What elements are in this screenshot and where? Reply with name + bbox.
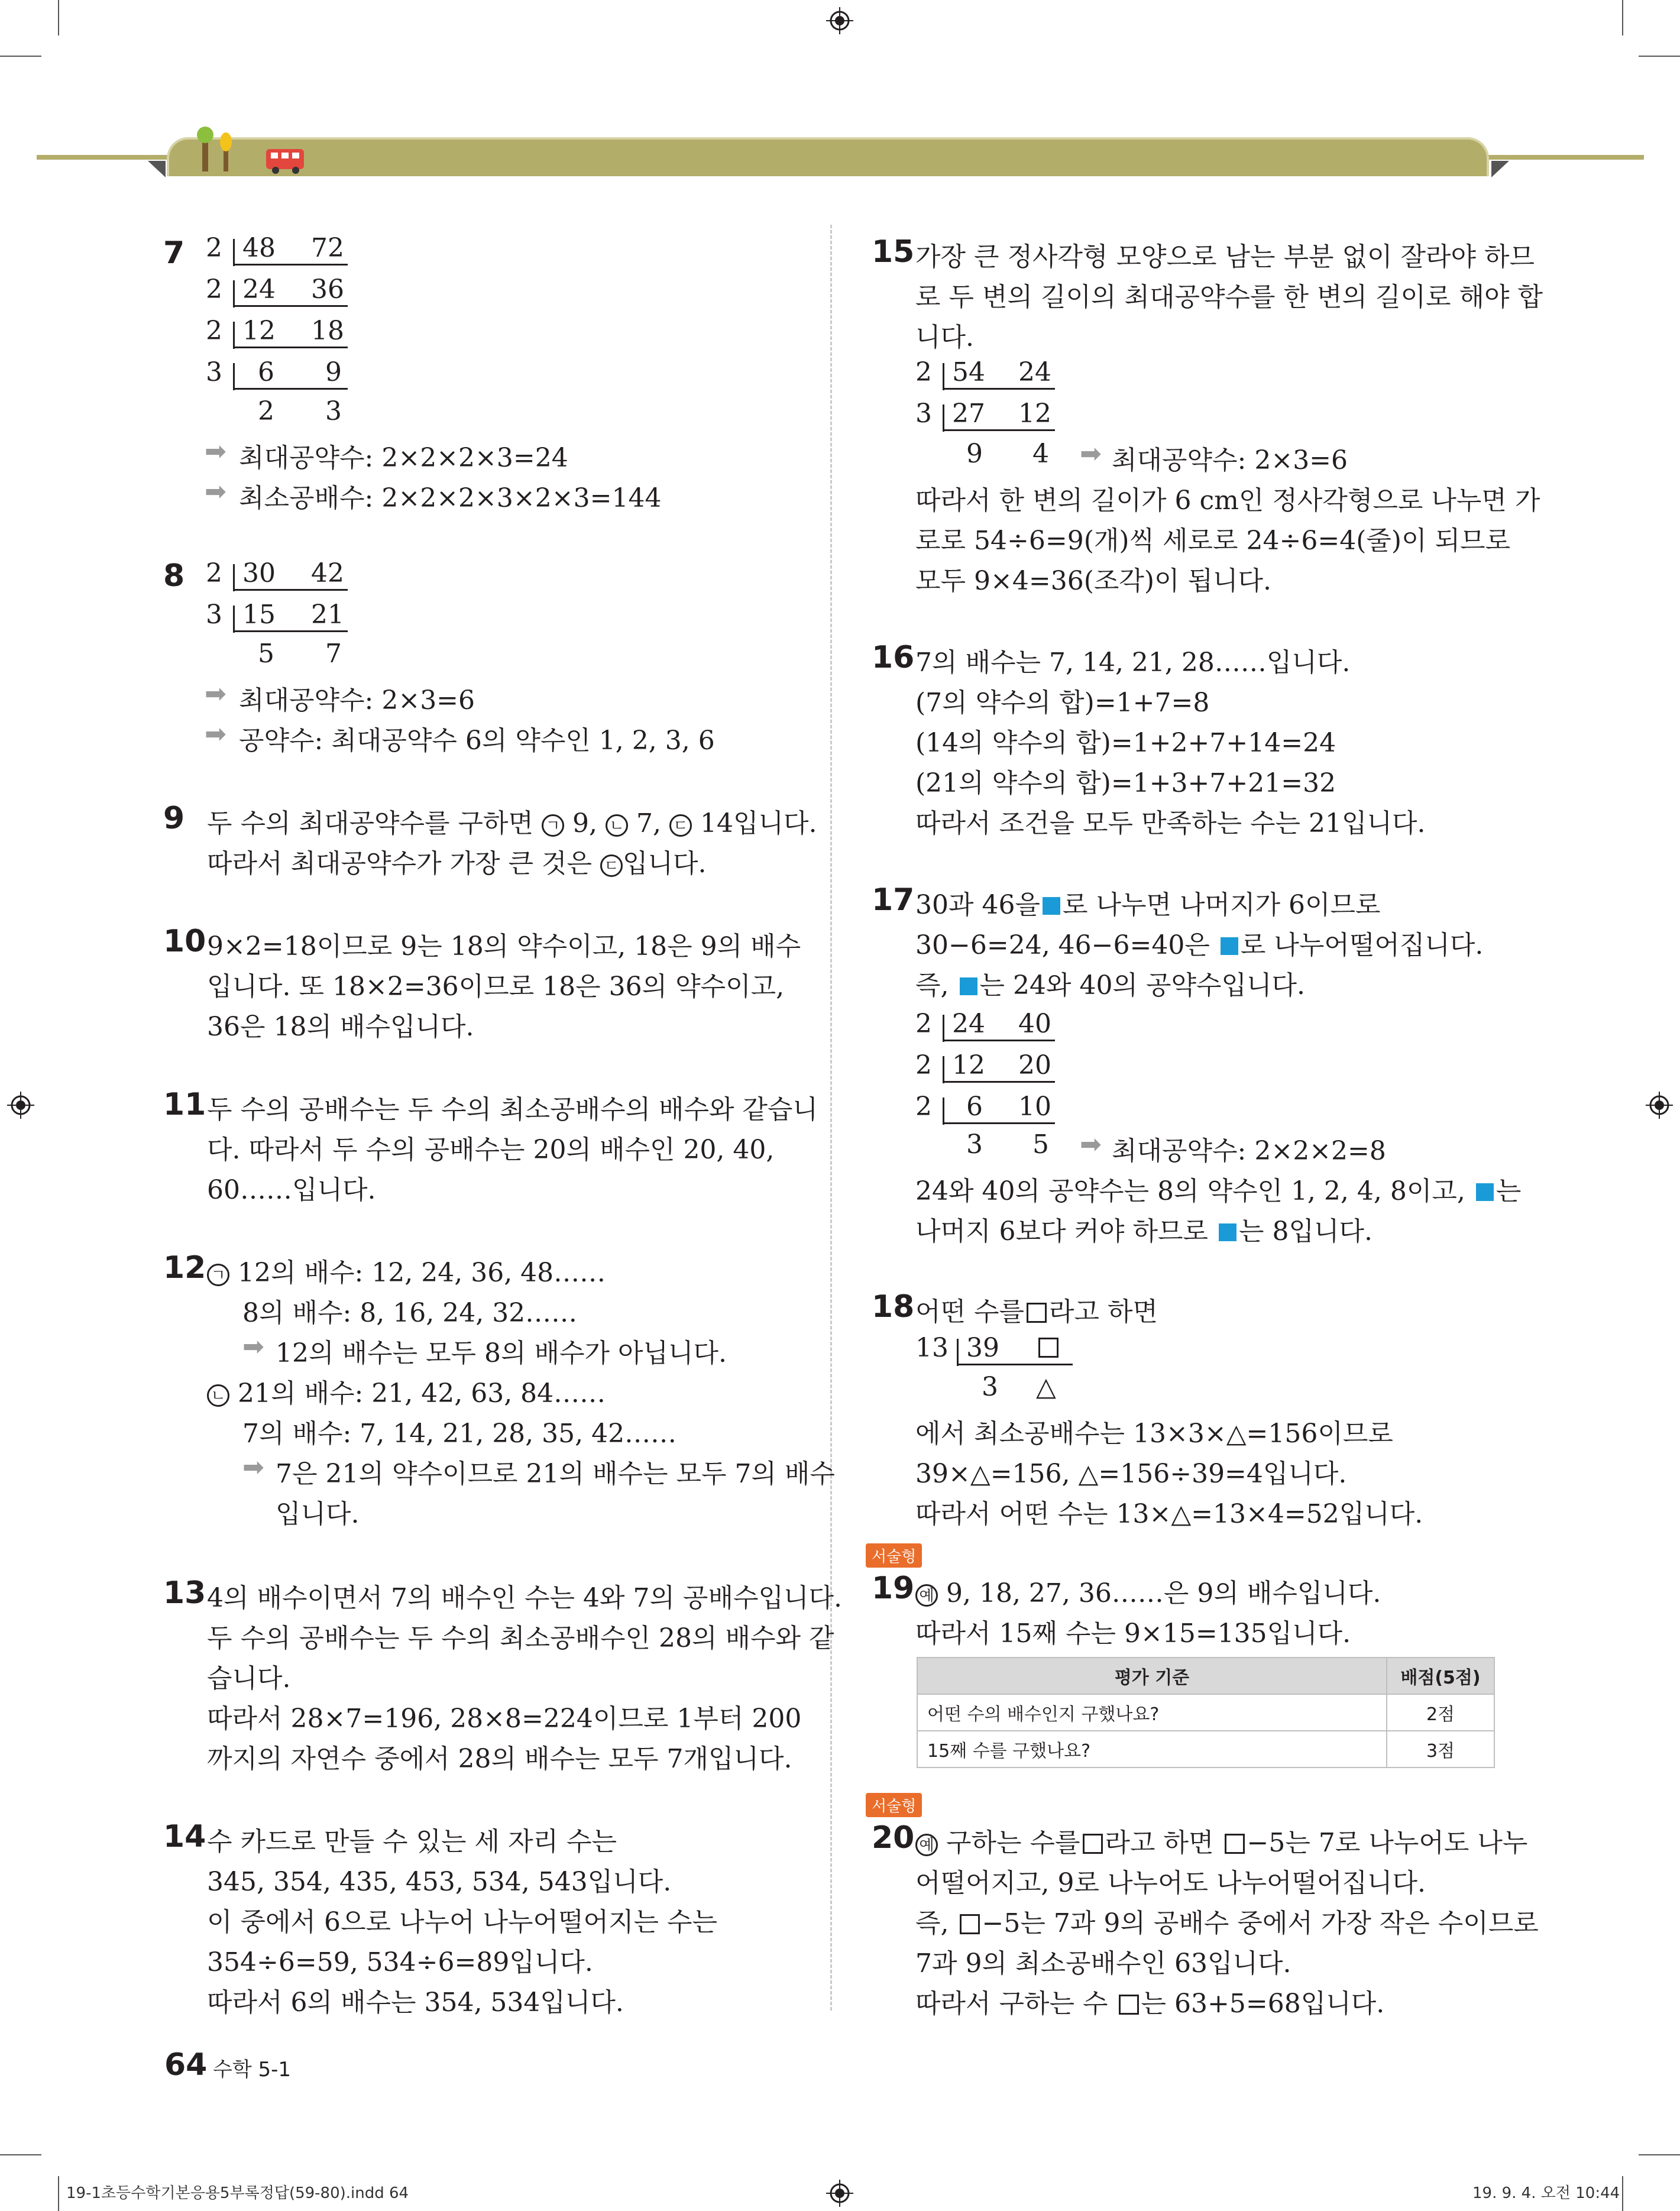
- answer-line: (14의 약수의 합)=1+2+7+14=24: [915, 728, 1336, 758]
- crop-mark: [0, 56, 41, 57]
- division-bracket: [943, 363, 944, 390]
- crop-mark: [58, 0, 59, 35]
- quotient: 9: [966, 439, 983, 469]
- dividend: 54: [952, 357, 985, 387]
- crop-mark: [1639, 2154, 1680, 2155]
- answer-line: 두 수의 공배수는 두 수의 최소공배수의 배수와 같습니: [207, 1095, 818, 1125]
- answer-line: [207, 842, 707, 880]
- score-cell: 2점: [1387, 1694, 1494, 1731]
- header-corner-right-icon: [1491, 161, 1509, 177]
- blue-square-icon: [1221, 937, 1238, 955]
- text: 9,: [572, 808, 597, 839]
- dividend: 30: [242, 558, 276, 588]
- crop-mark: [1622, 2176, 1623, 2211]
- dividend: 27: [952, 399, 985, 429]
- answer-line: [915, 1821, 1527, 1859]
- division-line: [233, 589, 348, 591]
- answer-line: [207, 1251, 606, 1289]
- text: −5는 7로 나누어도 나누: [1247, 1828, 1528, 1858]
- division-line: [943, 1040, 1055, 1041]
- registration-mark-icon: [826, 7, 853, 34]
- divisor: 3: [206, 600, 222, 630]
- text: 입니다.: [623, 849, 707, 879]
- circled-letter-icon: ㄱ: [542, 814, 564, 837]
- arrow-icon: ➡: [205, 719, 226, 749]
- text: 는 24와 40의 공약수입니다.: [979, 970, 1305, 1001]
- common-divisors-line: 공약수: 최대공약수 6의 약수인 1, 2, 3, 6: [239, 726, 715, 756]
- text: 두 수의 최대공약수를 구하면: [207, 808, 534, 839]
- answer-line: 이 중에서 6으로 나누어 나누어떨어지는 수는: [207, 1907, 717, 1937]
- answer-line: 습니다.: [207, 1663, 291, 1694]
- answer-line: 따라서 6의 배수는 354, 534입니다.: [207, 1987, 624, 2018]
- crop-mark: [0, 2154, 41, 2155]
- arrow-icon: ➡: [205, 436, 226, 467]
- division-line: [943, 1081, 1055, 1083]
- answer-line: [915, 1572, 1381, 1610]
- dividend: 6: [258, 357, 274, 387]
- answer-line: [207, 1372, 606, 1410]
- problem-number: 20: [872, 1820, 915, 1856]
- circled-letter-icon: ㄷ: [669, 814, 692, 837]
- answer-line: [915, 1982, 1384, 2020]
- empty-box-icon: [1083, 1834, 1103, 1854]
- lcm-line: 최소공배수: 2×2×2×3×2×3=144: [239, 483, 662, 513]
- blue-square-icon: [1219, 1223, 1236, 1241]
- empty-box-icon: [960, 1914, 980, 1934]
- divisor: 2: [206, 316, 222, 346]
- answer-line: [915, 1902, 1539, 1940]
- answer-line: 입니다.: [276, 1499, 360, 1529]
- circled-letter-icon: ㄱ: [207, 1264, 229, 1286]
- division-bracket: [957, 1339, 959, 1366]
- text: 즉,: [915, 970, 949, 1001]
- quotient: △: [1036, 1372, 1056, 1402]
- grading-table: [917, 1657, 1495, 1768]
- answer-line: 345, 354, 435, 453, 534, 543입니다.: [207, 1867, 672, 1897]
- quotient: 5: [1032, 1129, 1049, 1160]
- answer-line: 까지의 자연수 중에서 28의 배수는 모두 7개입니다.: [207, 1744, 792, 1774]
- arrow-icon: ➡: [242, 1332, 264, 1362]
- divisor: 2: [915, 1092, 932, 1122]
- dividend: 18: [311, 316, 344, 346]
- answer-line: 따라서 조건을 모두 만족하는 수는 21입니다.: [915, 808, 1426, 839]
- dividend: 12: [1018, 399, 1051, 429]
- divisor: 13: [915, 1333, 949, 1363]
- division-line: [957, 1364, 1073, 1365]
- division-bracket: [233, 239, 235, 266]
- text: 7,: [636, 808, 661, 839]
- criterion-cell: 15째 수를 구했나요?: [917, 1731, 1387, 1767]
- dividend: 9: [325, 357, 342, 387]
- column-header: 배점(5점): [1387, 1658, 1494, 1694]
- dividend: 40: [1018, 1009, 1051, 1039]
- gcd-line: 최대공약수: 2×2×2×3=24: [239, 443, 568, 473]
- text: 어떤 수를: [915, 1297, 1025, 1327]
- answer-line: [915, 924, 1483, 962]
- answer-line: 9×2=18이므로 9는 18의 약수이고, 18은 9의 배수: [207, 931, 801, 962]
- division-line: [233, 388, 348, 390]
- essay-badge: 서술형: [866, 1543, 922, 1568]
- answer-line: [915, 1210, 1373, 1248]
- text: 는: [1496, 1176, 1522, 1206]
- text: 라고 하면: [1049, 1297, 1158, 1327]
- arrow-icon: ➡: [205, 679, 226, 709]
- slug-timestamp: 19. 9. 4. 오전 10:44: [1472, 2184, 1620, 2202]
- division-bracket: [943, 404, 944, 432]
- slug-file-info: 19-1초등수학기본응용5부록정답(59-80).indd 64: [66, 2184, 409, 2202]
- problem-number: 14: [163, 1819, 206, 1854]
- empty-box-icon: [1038, 1338, 1059, 1358]
- text: −5는 7과 9의 공배수 중에서 가장 작은 수이므로: [982, 1908, 1539, 1938]
- dividend: 21: [311, 600, 344, 630]
- answer-line: [915, 883, 1380, 921]
- division-bracket: [233, 322, 235, 349]
- quotient: 2: [258, 396, 274, 426]
- division-bracket: [943, 1098, 944, 1125]
- problem-number: 15: [872, 234, 915, 270]
- quotient: 3: [325, 396, 342, 426]
- gcd-line: 최대공약수: 2×3=6: [1112, 445, 1348, 475]
- registration-mark-icon: [1646, 1092, 1673, 1119]
- problem-number: 10: [163, 924, 206, 959]
- answer-line: 12의 배수는 모두 8의 배수가 아닙니다.: [276, 1338, 727, 1368]
- answer-line: [915, 1170, 1521, 1208]
- answer-line: (21의 약수의 합)=1+3+7+21=32: [915, 768, 1336, 798]
- divisor: 2: [915, 1009, 932, 1039]
- answer-line: [207, 802, 817, 840]
- divisor: 3: [915, 399, 932, 429]
- text: 로 나누면 나머지가 6이므로: [1062, 890, 1381, 920]
- divisor: 2: [206, 558, 222, 588]
- circled-letter-icon: ㄷ: [600, 854, 623, 877]
- answer-line: 에서 최소공배수는 13×3×△=156이므로: [915, 1419, 1393, 1449]
- column-divider: [830, 225, 832, 2011]
- blue-square-icon: [1043, 897, 1060, 915]
- circled-letter-icon: ㄴ: [606, 814, 628, 837]
- text: 라고 하면: [1105, 1828, 1214, 1858]
- text: 로 나누어떨어집니다.: [1240, 930, 1484, 960]
- answer-line: 로로 54÷6=9(개)씩 세로로 24÷6=4(줄)이 되므로: [915, 526, 1511, 556]
- division-bracket: [943, 1056, 944, 1083]
- dividend: 42: [311, 558, 344, 588]
- division-bracket: [943, 1015, 944, 1042]
- text: 즉,: [915, 1908, 949, 1938]
- text: 14입니다.: [700, 808, 817, 839]
- arrow-icon: ➡: [1080, 439, 1102, 469]
- answer-line: 로 두 변의 길이의 최대공약수를 한 변의 길이로 해야 합: [915, 282, 1543, 312]
- answer-line: (7의 약수의 합)=1+7=8: [915, 688, 1210, 718]
- answer-line: 4의 배수이면서 7의 배수인 수는 4와 7의 공배수입니다.: [207, 1583, 842, 1613]
- dividend: 20: [1018, 1050, 1051, 1080]
- text: 따라서 최대공약수가 가장 큰 것은: [207, 849, 592, 879]
- dividend: 10: [1018, 1092, 1051, 1122]
- division-bracket: [233, 606, 235, 633]
- arrow-icon: ➡: [205, 477, 226, 507]
- divisor: 2: [206, 233, 222, 263]
- text: 는 63+5=68입니다.: [1141, 1989, 1385, 2019]
- empty-box-icon: [1119, 1995, 1139, 2015]
- divisor: 2: [915, 357, 932, 387]
- answer-line: 따라서 어떤 수는 13×△=13×4=52입니다.: [915, 1499, 1423, 1529]
- answer-line: 354÷6=59, 534÷6=89입니다.: [207, 1947, 593, 1977]
- gcd-line: 최대공약수: 2×2×2=8: [1112, 1136, 1386, 1166]
- divisor: 2: [915, 1050, 932, 1080]
- division-bracket: [233, 280, 235, 307]
- division-bracket: [233, 363, 235, 390]
- text: 는 8입니다.: [1239, 1216, 1373, 1247]
- division-line: [233, 630, 348, 632]
- answer-line: 가장 큰 정사각형 모양으로 남는 부분 없이 잘라야 하므: [915, 242, 1535, 272]
- answer-line: 60……입니다.: [207, 1175, 376, 1205]
- text: 30과 46을: [915, 890, 1040, 920]
- problem-number: 17: [872, 882, 915, 918]
- registration-mark-icon: [7, 1092, 34, 1119]
- answer-line: 7의 배수는 7, 14, 21, 28……입니다.: [915, 648, 1351, 678]
- tree-and-bus-icon: [195, 124, 313, 177]
- problem-number: 16: [872, 640, 915, 675]
- answer-line: 36은 18의 배수입니다.: [207, 1012, 474, 1042]
- example-mark-icon: 예: [915, 1584, 938, 1607]
- problem-number: 8: [163, 558, 185, 594]
- blue-square-icon: [1476, 1183, 1494, 1201]
- dividend: 12: [242, 316, 276, 346]
- dividend: 24: [242, 274, 276, 305]
- answer-line: 따라서 28×7=196, 28×8=224이므로 1부터 200: [207, 1704, 802, 1734]
- answer-line: 따라서 한 변의 길이가 6 cm인 정사각형으로 나누면 가: [915, 485, 1540, 516]
- answer-line: 입니다. 또 18×2=36이므로 18은 36의 약수이고,: [207, 972, 785, 1002]
- crop-mark: [58, 2176, 59, 2211]
- problem-number: 19: [872, 1571, 915, 1606]
- divisor: 2: [206, 274, 222, 305]
- arrow-icon: ➡: [242, 1452, 264, 1482]
- dividend: 48: [242, 233, 276, 263]
- circled-letter-icon: ㄴ: [207, 1384, 229, 1407]
- quotient: 4: [1032, 439, 1049, 469]
- answer-line: 모두 9×4=36(조각)이 됩니다.: [915, 566, 1272, 596]
- division-line: [943, 388, 1055, 390]
- gcd-line: 최대공약수: 2×3=6: [239, 685, 475, 716]
- dividend: 24: [1018, 357, 1051, 387]
- example-mark-icon: 예: [915, 1834, 938, 1856]
- answer-line: 두 수의 공배수는 두 수의 최소공배수인 28의 배수와 같: [207, 1623, 834, 1653]
- table-header-row: [917, 1658, 1494, 1694]
- quotient: 3: [966, 1129, 983, 1160]
- answer-line: [915, 964, 1305, 1002]
- book-title: 수학 5-1: [213, 2058, 292, 2081]
- answer-line: 따라서 15째 수는 9×15=135입니다.: [915, 1618, 1351, 1649]
- dividend: 39: [966, 1333, 999, 1363]
- answer-line: 7은 21의 약수이므로 21의 배수는 모두 7의 배수: [276, 1459, 835, 1489]
- text: 따라서 구하는 수: [915, 1989, 1108, 2019]
- dividend: 15: [242, 600, 276, 630]
- text: 24와 40의 공약수는 8의 약수인 1, 2, 4, 8이고,: [915, 1176, 1465, 1206]
- dividend: 6: [966, 1092, 983, 1122]
- problem-number: 12: [163, 1250, 206, 1286]
- division-bracket: [233, 564, 235, 591]
- text: 9, 18, 27, 36……은 9의 배수입니다.: [946, 1578, 1381, 1608]
- answer-line: 수 카드로 만들 수 있는 세 자리 수는: [207, 1827, 617, 1857]
- division-line: [233, 347, 348, 348]
- score-cell: 3점: [1387, 1731, 1494, 1767]
- text: 12의 배수: 12, 24, 36, 48……: [238, 1258, 606, 1288]
- answer-line: 8의 배수: 8, 16, 24, 32……: [242, 1298, 578, 1328]
- answer-line: [915, 1290, 1158, 1328]
- quotient: 5: [258, 639, 274, 669]
- division-line: [943, 1122, 1055, 1124]
- answer-line: 니다.: [915, 322, 974, 352]
- problem-number: 18: [872, 1289, 915, 1325]
- text: 구하는 수를: [946, 1828, 1080, 1858]
- problem-number: 7: [163, 235, 185, 271]
- problem-number: 11: [163, 1087, 206, 1122]
- division-line: [943, 429, 1055, 431]
- text: 30−6=24, 46−6=40은: [915, 930, 1210, 960]
- header-tab: [167, 137, 1489, 176]
- arrow-icon: ➡: [1080, 1129, 1102, 1160]
- answer-line: 어떨어지고, 9로 나누어도 나누어떨어집니다.: [915, 1868, 1426, 1898]
- header-corner-left-icon: [148, 161, 166, 177]
- empty-box-icon: [1027, 1303, 1047, 1323]
- dividend: 12: [952, 1050, 985, 1080]
- crop-mark: [1639, 56, 1680, 57]
- dividend: 36: [311, 274, 344, 305]
- registration-mark-icon: [826, 2180, 853, 2207]
- problem-number: 13: [163, 1575, 206, 1611]
- table-row: [917, 1694, 1494, 1731]
- blue-square-icon: [960, 977, 977, 995]
- table-row: [917, 1731, 1494, 1767]
- criterion-cell: 어떤 수의 배수인지 구했나요?: [917, 1694, 1387, 1731]
- page-number: 64: [164, 2047, 208, 2083]
- divisor: 3: [206, 357, 222, 387]
- essay-badge: 서술형: [866, 1793, 922, 1817]
- answer-line: 7의 배수: 7, 14, 21, 28, 35, 42……: [242, 1419, 677, 1449]
- quotient: 3: [982, 1372, 998, 1402]
- problem-number: 9: [163, 801, 185, 836]
- text: 21의 배수: 21, 42, 63, 84……: [238, 1378, 606, 1409]
- empty-box-icon: [1225, 1834, 1245, 1854]
- crop-mark: [1622, 0, 1623, 35]
- quotient: 7: [325, 639, 342, 669]
- dividend: 24: [952, 1009, 985, 1039]
- division-line: [233, 305, 348, 307]
- answer-line: 7과 9의 최소공배수인 63입니다.: [915, 1948, 1291, 1979]
- answer-line: 39×△=156, △=156÷39=4입니다.: [915, 1459, 1347, 1489]
- dividend: 72: [311, 233, 344, 263]
- division-line: [233, 264, 348, 266]
- text: 나머지 6보다 커야 하므로: [915, 1216, 1208, 1247]
- column-header: 평가 기준: [917, 1658, 1387, 1694]
- answer-line: 다. 따라서 두 수의 공배수는 20의 배수인 20, 40,: [207, 1135, 775, 1165]
